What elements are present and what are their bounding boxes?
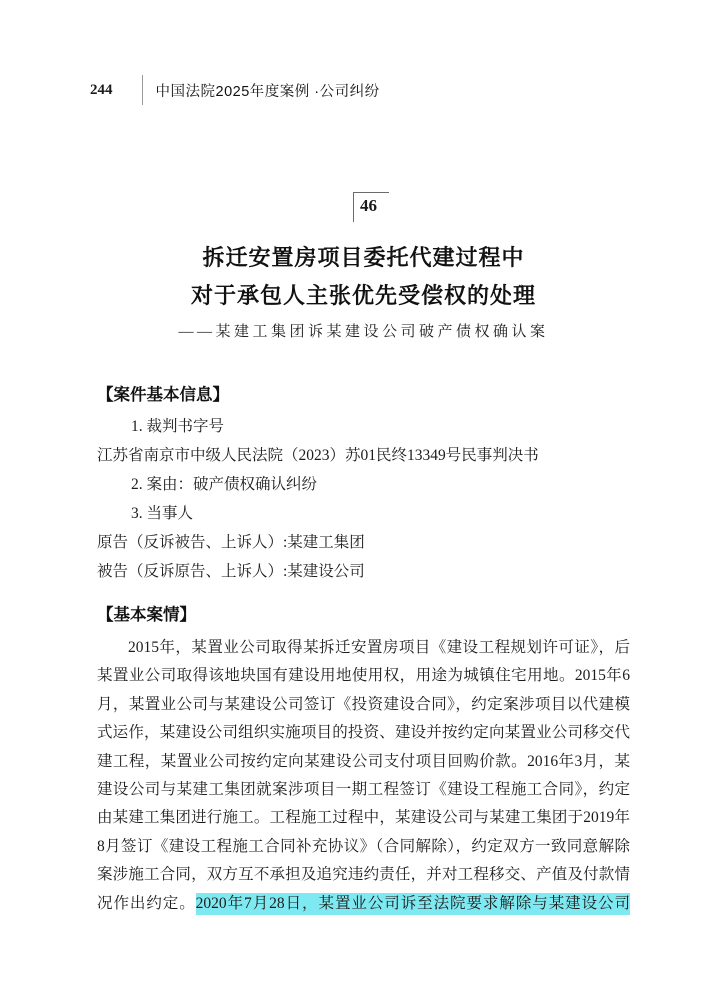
body-line: 8月签订《建设工程施工合同补充协议》（合同解除），约定双方一致同意解除: [97, 837, 630, 855]
body-line: 案涉施工合同，双方互不承担及追究违约责任，并对工程移交、产值及付款情: [97, 866, 630, 884]
case-facts-paragraph: [97, 634, 630, 918]
case-title-line1: 拆迁安置房项目委托代建过程中: [202, 245, 525, 270]
body-line: 建设公司与某建工集团就案涉项目一期工程签订《建设工程施工合同》，约定: [97, 780, 630, 798]
body-line: 式运作，某建设公司组织实施项目的投资、建设并按约定向某置业公司移交代: [97, 724, 630, 742]
section-heading-case-facts: 【基本案情】: [97, 606, 196, 624]
body-line: 2015年，某置业公司取得某拆迁安置房项目《建设工程规划许可证》，后: [128, 639, 630, 656]
case-title-line2: 对于承包人主张优先受偿权的处理: [190, 283, 536, 308]
body-line: 月，某置业公司与某建设公司签订《投资建设合同》，约定案涉项目以代建模: [97, 695, 630, 713]
info-line: 3. 当事人: [131, 505, 194, 522]
body-line: 建工程，某置业公司按约定向某建设公司支付项目回购价款。2016年3月，某: [97, 752, 630, 770]
body-line: [97, 890, 630, 918]
running-header: [90, 74, 380, 106]
header-divider: [142, 75, 143, 105]
body-text: 况作出约定。: [97, 894, 196, 912]
highlighted-text: 2020年7月28日，某置业公司诉至法院要求解除与某建设公司: [196, 893, 630, 915]
section-heading-basic-info: 【案件基本信息】: [97, 386, 229, 404]
case-subtitle: ——某建工集团诉某建设公司破产债权确认案: [178, 324, 549, 340]
info-line: 2. 案由：破产债权确认纠纷: [131, 476, 318, 493]
info-line: 被告（反诉原告、上诉人）:某建设公司: [97, 563, 365, 580]
body-line: 某置业公司取得该地块国有建设用地使用权，用途为城镇住宅用地。2015年6: [97, 667, 630, 685]
info-line: 原告（反诉被告、上诉人）:某建工集团: [97, 534, 365, 551]
page-number: 244: [90, 81, 113, 98]
info-line: 江苏省南京市中级人民法院（2023）苏01民终13349号民事判决书: [97, 447, 539, 464]
case-title: [97, 239, 630, 315]
case-number: 46: [353, 192, 389, 222]
body-line: 由某建工集团进行施工。工程施工过程中，某建设公司与某建工集团于2019年: [97, 809, 630, 827]
basic-info-list: [97, 412, 630, 586]
info-line: 1. 裁判书字号: [131, 418, 225, 435]
header-title: 中国法院2025年度案例 ·公司纠纷: [155, 83, 380, 100]
